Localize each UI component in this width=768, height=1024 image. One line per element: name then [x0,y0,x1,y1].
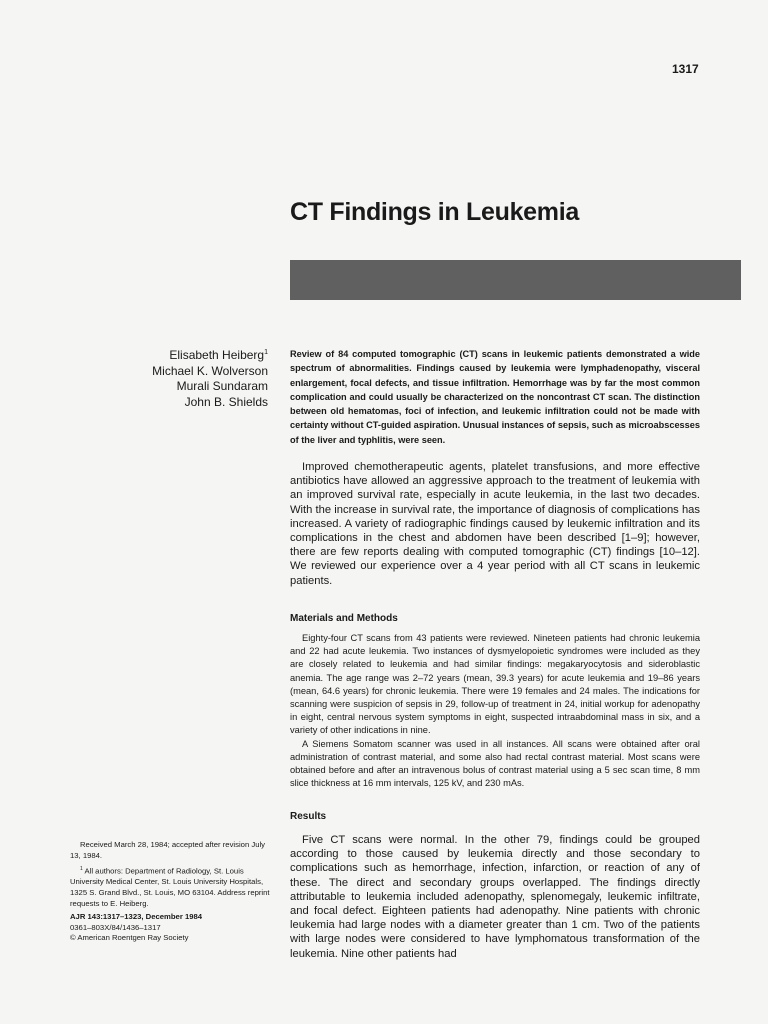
author-list [120,345,268,410]
abstract: Review of 84 computed tomographic (CT) scans in leukemic patients demonstrated a wide spectrum of abnormalities. Findings caused by leukemia were lymphadenopathy, visceral enlargement, focal defects, and tissue infiltration. Hemorrhage was by far the most common complication and could usually be characterized on the noncontrast CT scan. The distinction between old hematomas, foci of infection, and leukemic infiltration could not be made with certainty without CT-guided aspiration. Unusual instances of sepsis, such as microabscesses of the liver and typhlitis, were seen. [290,349,700,445]
author-name: Murali Sundaram [176,379,268,393]
author-name: Michael K. Wolverson [152,363,268,378]
affiliation-note-marker: 1 [80,866,83,873]
journal-code: 0361–803X/84/1436–1317 [70,922,161,932]
methods-paragraph: A Siemens Somatom scanner was used in all instances. All scans were obtained after oral administration of contrast material, and some also had rectal contrast material. Most scans were obtained before and after an intravenous bolus of contrast material using a 5 sec scan time, 8 mm slice thickness at 16 mm intervals, 125 kV, and 230 mAs. [290,738,700,789]
copyright-line: © American Roentgen Ray Society [70,933,189,943]
journal-citation: AJR 143:1317–1323, December 1984 [70,912,203,922]
affiliation-marker: 1 [264,349,268,356]
received-note: Received March 28, 1984; accepted after revision July 13, 1984. [70,840,266,860]
title-banner-bar [290,260,741,300]
page-number: 1317 [672,62,699,76]
publication-info [70,912,270,944]
methods-section [290,632,700,790]
author-name: Elisabeth Heiberg$^1$ [169,348,268,362]
section-heading-methods: Materials and Methods [290,613,398,624]
affiliation-note: $^1$ All authors: Department of Radiology, St. Louis University Medical Center, St. Louis University Hospitals, 1325 S. Grand Blvd., St. Louis, MO 63104. Address reprint requests to E. Heiberg. [70,866,270,908]
section-heading-results: Results [290,811,327,822]
author-name: John B. Shields [184,394,268,409]
article-title: CT Findings in Leukemia [290,198,579,226]
introduction-paragraph: Improved chemotherapeutic agents, platelet transfusions, and more effective antibiotics have allowed an aggressive approach to the treatment of leukemia with an improved survival rate, especially in acute leukemia, in the last two decades. With the increase in survival rate, the importance of diagnosis of complications has increased. A variety of radiographic findings caused by leukemic infiltration and its complications in the chest and abdomen have been described [1–9]; however, there are few reports dealing with computed tomographic (CT) findings [10–12]. We reviewed our experience over a 4 year period with all CT scans in leukemic patients. [290,461,700,587]
results-paragraph: Five CT scans were normal. In the other 79, findings could be grouped according to those caused by leukemia directly and those secondary to complications such as hemorrhage, infection, infarction, or reaction of any of these. The direct and secondary groups overlapped. The findings directly attributable to leukemia included adenopathy, splenomegaly, leukemic infiltrate, and focal defect. Eighteen patients had adenopathy. Nine patients with chronic leukemia had large nodes with a diameter greater than 1 cm. Two of the patients with large nodes were considered to have lymphomatous transformation of the leukemia. Nine other patients had [290,834,700,960]
footnotes [70,840,270,944]
methods-paragraph: Eighty-four CT scans from 43 patients were reviewed. Nineteen patients had chronic leukemia and 22 had acute leukemia. Two instances of dysmyelopoietic syndromes were included as they are closely related to leukemia and had similar findings: megakaryocytosis and sideroblastic anemia. The age range was 2–72 years (mean, 39.3 years) for acute leukemia and 19–86 years (mean, 64.6 years) for chronic leukemia. There were 19 females and 24 males. The indications for scanning were suspicion of sepsis in 29, follow-up of treatment in 24, initial workup for adenopathy in eight, central nervous system symptoms in eight, suspected intraabdominal mass in six, and a variety of other indications in nine. [290,633,700,736]
